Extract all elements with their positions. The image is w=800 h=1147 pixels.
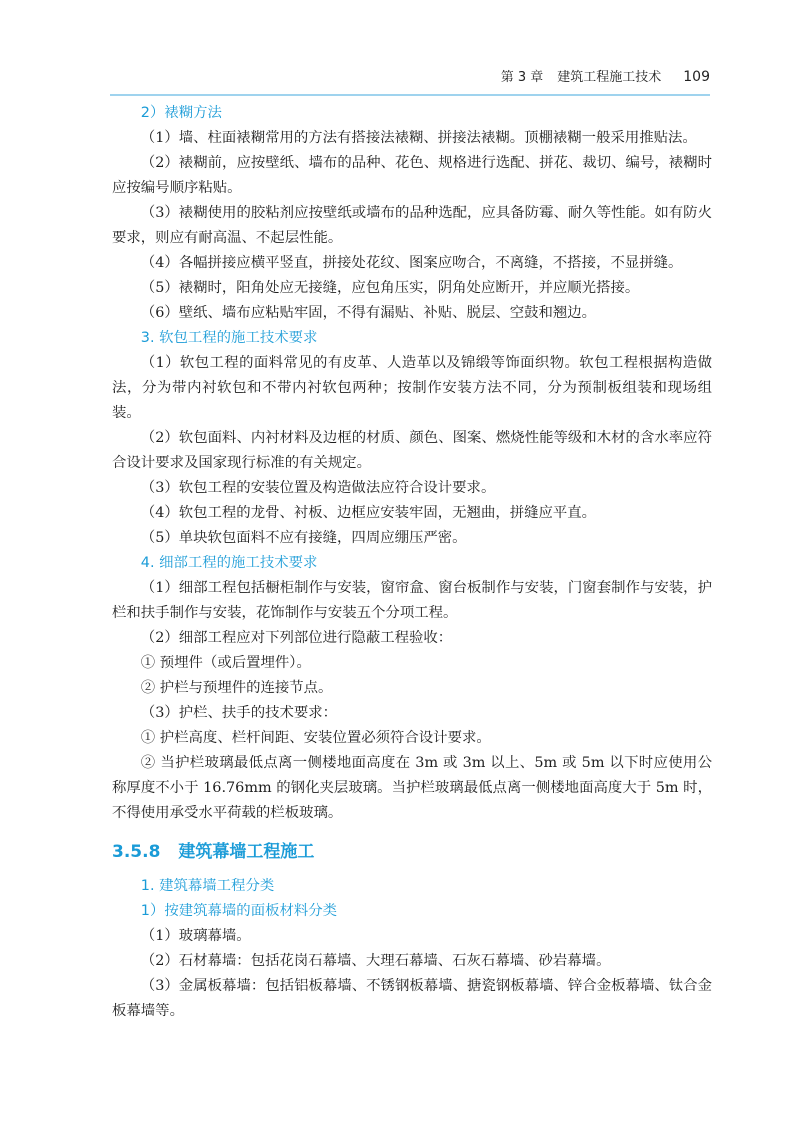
paragraph: （1）墙、柱面裱糊常用的方法有搭接法裱糊、拼接法裱糊。顶棚裱糊一般采用推贴法。 — [140, 130, 697, 146]
list-item: ② 护栏与预埋件的连接节点。 — [140, 680, 333, 696]
chapter-title: 建筑工程施工技术 — [557, 70, 662, 85]
list-item: ② 当护栏玻璃最低点离一侧楼地面高度在 3m 或 3m 以上、5m 或 5m 以下时应使用公称厚度不小于 16.76mm 的钢化夹层玻璃。当护栏玻璃最低点离一侧楼地面高度大于 5m 时，不得使用承受水平荷载的栏板玻璃。 — [112, 755, 712, 821]
page-body — [112, 101, 712, 1024]
paragraph: （6）壁纸、墙布应粘贴牢固，不得有漏贴、补贴、脱层、空鼓和翘边。 — [140, 305, 597, 321]
page-number: 109 — [683, 69, 710, 85]
paragraph: （3）软包工程的安装位置及构造做法应符合设计要求。 — [140, 480, 496, 496]
paragraph: （2）裱糊前，应按壁纸、墙布的品种、花色、规格进行选配、拼花、裁切、编号，裱糊时应按编号顺序粘贴。 — [112, 155, 712, 196]
subheading-curtain-wall-classification: 1. 建筑幕墙工程分类 — [140, 878, 275, 894]
paragraph: （2）石材幕墙：包括花岗石幕墙、大理石幕墙、石灰石幕墙、砂岩幕墙。 — [140, 953, 611, 969]
paragraph: （3）金属板幕墙：包括铝板幕墙、不锈钢板幕墙、搪瓷钢板幕墙、锌合金板幕墙、钛合金板幕墙等。 — [112, 978, 712, 1019]
subheading-soft-package: 3. 软包工程的施工技术要求 — [140, 330, 318, 346]
paragraph: （3）护栏、扶手的技术要求： — [140, 705, 338, 721]
paragraph: （1）玻璃幕墙。 — [140, 928, 251, 944]
paragraph: （4）各幅拼接应横平竖直，拼接处花纹、图案应吻合，不离缝，不搭接，不显拼缝。 — [140, 255, 683, 271]
paragraph: （2）软包面料、内衬材料及边框的材质、颜色、图案、燃烧性能等级和木材的含水率应符合设计要求及国家现行标准的有关规定。 — [112, 430, 712, 471]
section-heading-curtain-wall — [112, 838, 712, 866]
subheading-wallpaper-method: 2）裱糊方法 — [140, 105, 222, 121]
subheading-by-panel-material: 1）按建筑幕墙的面板材料分类 — [140, 903, 338, 919]
header-rule — [110, 94, 710, 96]
paragraph: （2）细部工程应对下列部位进行隐蔽工程验收： — [140, 630, 453, 646]
paragraph: （4）软包工程的龙骨、衬板、边框应安装牢固，无翘曲，拼缝应平直。 — [140, 505, 597, 521]
paragraph: （5）裱糊时，阳角处应无接缝，应包角压实，阴角处应断开，并应顺光搭接。 — [140, 280, 640, 296]
section-number: 3.5.8 — [112, 842, 161, 862]
list-item: ① 预埋件（或后置埋件）。 — [140, 655, 311, 671]
subheading-detail-works: 4. 细部工程的施工技术要求 — [140, 555, 318, 571]
running-header — [110, 66, 710, 92]
paragraph: （1）细部工程包括橱柜制作与安装，窗帘盒、窗台板制作与安装，门窗套制作与安装，护栏和扶手制作与安装，花饰制作与安装五个分项工程。 — [112, 580, 712, 621]
section-title: 建筑幕墙工程施工 — [178, 842, 315, 862]
list-item: ① 护栏高度、栏杆间距、安装位置必须符合设计要求。 — [140, 730, 491, 746]
paragraph: （1）软包工程的面料常见的有皮革、人造革以及锦缎等饰面织物。软包工程根据构造做法，分为带内衬软包和不带内衬软包两种；按制作安装方法不同，分为预制板组装和现场组装。 — [112, 355, 712, 421]
paragraph: （3）裱糊使用的胶粘剂应按壁纸或墙布的品种选配，应具备防霉、耐久等性能。如有防火要求，则应有耐高温、不起层性能。 — [112, 205, 712, 246]
chapter-label: 第 3 章 — [500, 70, 544, 85]
paragraph: （5）单块软包面料不应有接缝，四周应绷压严密。 — [140, 530, 467, 546]
